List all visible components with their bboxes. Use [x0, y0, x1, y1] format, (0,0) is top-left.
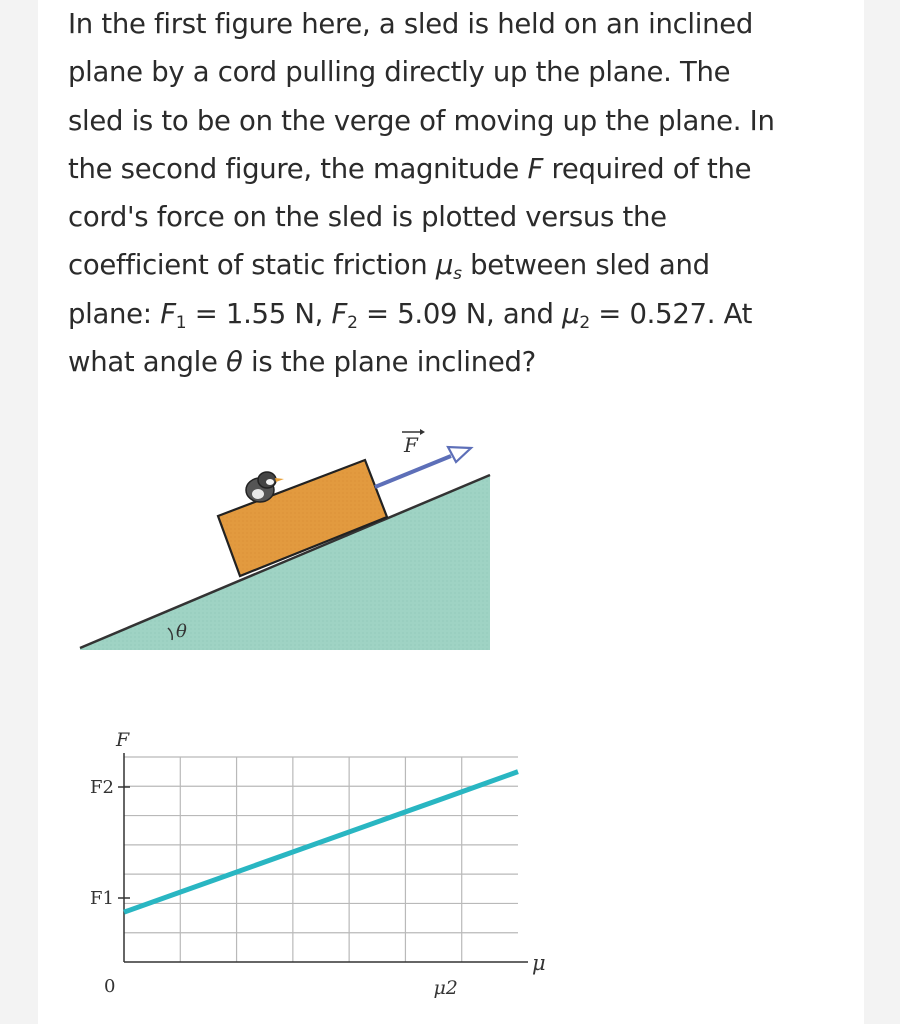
- text-span: cord's force on the sled is plotted versus the: [68, 201, 667, 234]
- y-axis-label: F: [116, 729, 130, 751]
- subscript-2: 2: [347, 312, 358, 333]
- variable-F1: F: [160, 297, 176, 330]
- text-span: the second figure, the magnitude: [68, 152, 528, 185]
- variable-mu2: μ: [562, 297, 580, 330]
- text-span: coefficient of static friction: [68, 249, 436, 282]
- text-span: = 1.55 N,: [186, 297, 332, 330]
- page: [38, 0, 864, 1024]
- text-span: required of the: [543, 152, 752, 185]
- variable-theta: θ: [226, 346, 243, 379]
- subscript-1: 1: [175, 312, 187, 333]
- variable-mu: μ: [435, 249, 454, 282]
- subscript-s: s: [453, 264, 462, 285]
- text-span: plane:: [68, 297, 161, 330]
- text-span: between sled and: [461, 249, 710, 282]
- x-axis-label: μ: [532, 951, 546, 975]
- subscript-2: 2: [579, 312, 590, 333]
- friction-graph: [38, 0, 864, 1024]
- text-span: In the first figure here, a sled is held on an inclined: [68, 8, 754, 40]
- series-line: [124, 772, 518, 913]
- x-tick-label-mu2: μ2: [433, 977, 458, 999]
- text-span: = 0.527. At: [589, 297, 753, 330]
- variable-F: F: [527, 152, 543, 185]
- x-tick-label-zero: 0: [104, 976, 116, 997]
- y-tick-label-f2: F2: [90, 777, 114, 798]
- variable-F2: F: [331, 297, 348, 330]
- text-span: is the plane inclined?: [242, 346, 536, 379]
- text-span: sled is to be on the verge of moving up the plane. In: [68, 104, 775, 137]
- graph-grid: [124, 757, 518, 962]
- force-label: F: [404, 433, 418, 457]
- series-group: [124, 772, 518, 913]
- angle-label: θ: [176, 621, 187, 642]
- text-span: = 5.09 N, and: [357, 297, 563, 330]
- text-span: plane by a cord pulling directly up the plane. The: [68, 56, 731, 89]
- y-tick-label-f1: F1: [90, 888, 114, 909]
- text-span: what angle: [68, 346, 227, 379]
